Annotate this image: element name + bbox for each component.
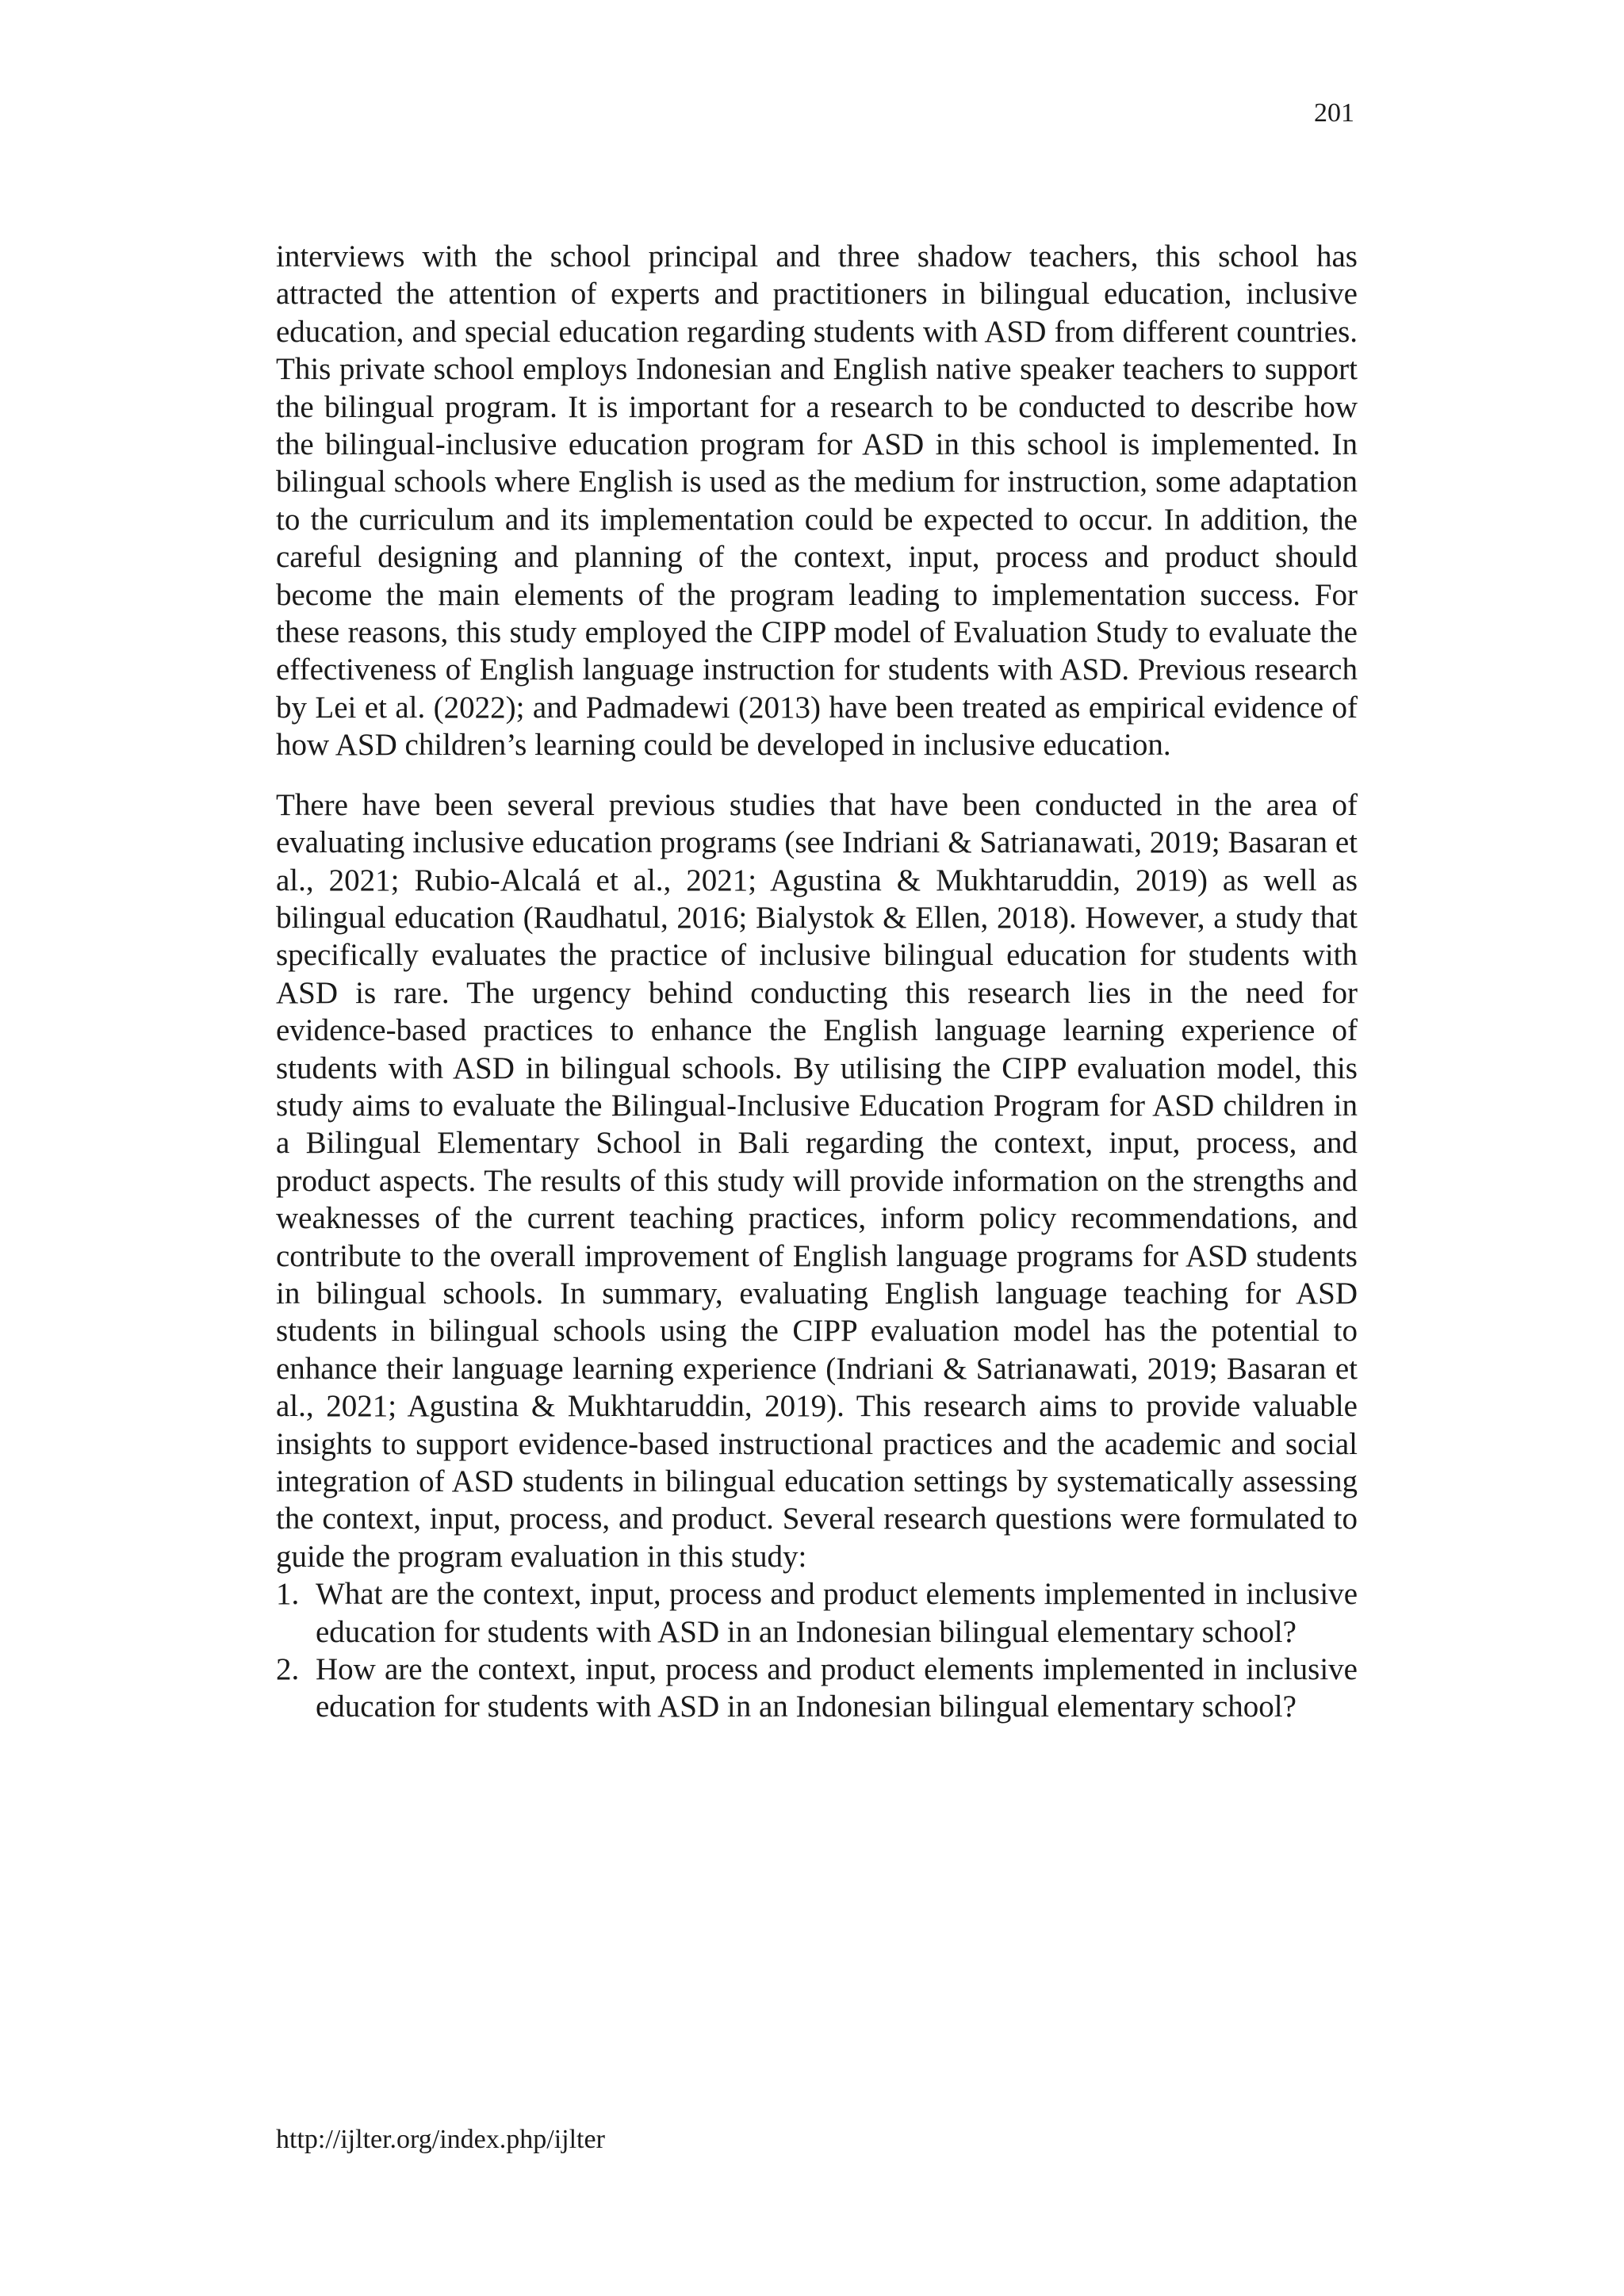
list-item bbox=[276, 1575, 1358, 1651]
page-number: 201 bbox=[1314, 98, 1354, 128]
list-item bbox=[276, 1651, 1358, 1726]
paragraph-intro-continuation: interviews with the school principal and three shadow teachers, this school has attracted the attention of experts and practitioners in bilingual education, inclusive education, and special education regarding students with ASD from different countries. This private school employs Indonesian and English native speaker teachers to support the bilingual program. It is important for a research to be conducted to describe how the bilingual-inclusive education program for ASD in this school is implemented. In bilingual schools where English is used as the medium for instruction, some adaptation to the curriculum and its implementation could be expected to occur. In addition, the careful designing and planning of the context, input, process and product should become the main elements of the program leading to implementation success. For these reasons, this study employed the CIPP model of Evaluation Study to evaluate the effectiveness of English language instruction for students with ASD. Previous research by Lei et al. (2022); and Padmadewi (2013) have been treated as empirical evidence of how ASD children’s learning could be developed in inclusive education. bbox=[276, 239, 1358, 763]
research-questions-list bbox=[276, 1575, 1358, 1726]
list-item-text: How are the context, input, process and product elements implemented in inclusive education for students with ASD in an Indonesian bilingual elementary school? bbox=[316, 1652, 1358, 1724]
list-item-number: 2. bbox=[276, 1652, 300, 1687]
list-item-number: 1. bbox=[276, 1577, 300, 1612]
paragraph-previous-studies: There have been several previous studies that have been conducted in the area of evaluating inclusive education programs (see Indriani & Satrianawati, 2019; Basaran et al., 2021; Rubio-Alcalá et al., 2021; Agustina & Mukhtaruddin, 2019) as well as bilingual education (Raudhatul, 2016; Bialystok & Ellen, 2018). However, a study that specifically evaluates the practice of inclusive bilingual education for students with ASD is rare. The urgency behind conducting this research lies in the need for evidence-based practices to enhance the English language learning experience of students with ASD in bilingual schools. By utilising the CIPP evaluation model, this study aims to evaluate the Bilingual-Inclusive Education Program for ASD children in a Bilingual Elementary School in Bali regarding the context, input, process, and product aspects. The results of this study will provide information on the strengths and weaknesses of the current teaching practices, inform policy recommendations, and contribute to the overall improvement of English language programs for ASD students in bilingual schools. In summary, evaluating English language teaching for ASD students in bilingual schools using the CIPP evaluation model has the potential to enhance their language learning experience (Indriani & Satrianawati, 2019; Basaran et al., 2021; Agustina & Mukhtaruddin, 2019). This research aims to provide valuable insights to support evidence-based instructional practices and the academic and social integration of ASD students in bilingual education settings by systematically assessing the context, input, process, and product. Several research questions were formulated to guide the program evaluation in this study: bbox=[276, 787, 1358, 1574]
footer-url[interactable]: http://ijlter.org/index.php/ijlter bbox=[276, 2125, 605, 2154]
list-item-text: What are the context, input, process and product elements implemented in inclusive education for students with ASD in an Indonesian bilingual elementary school? bbox=[316, 1577, 1358, 1649]
main-content bbox=[276, 238, 1358, 1726]
